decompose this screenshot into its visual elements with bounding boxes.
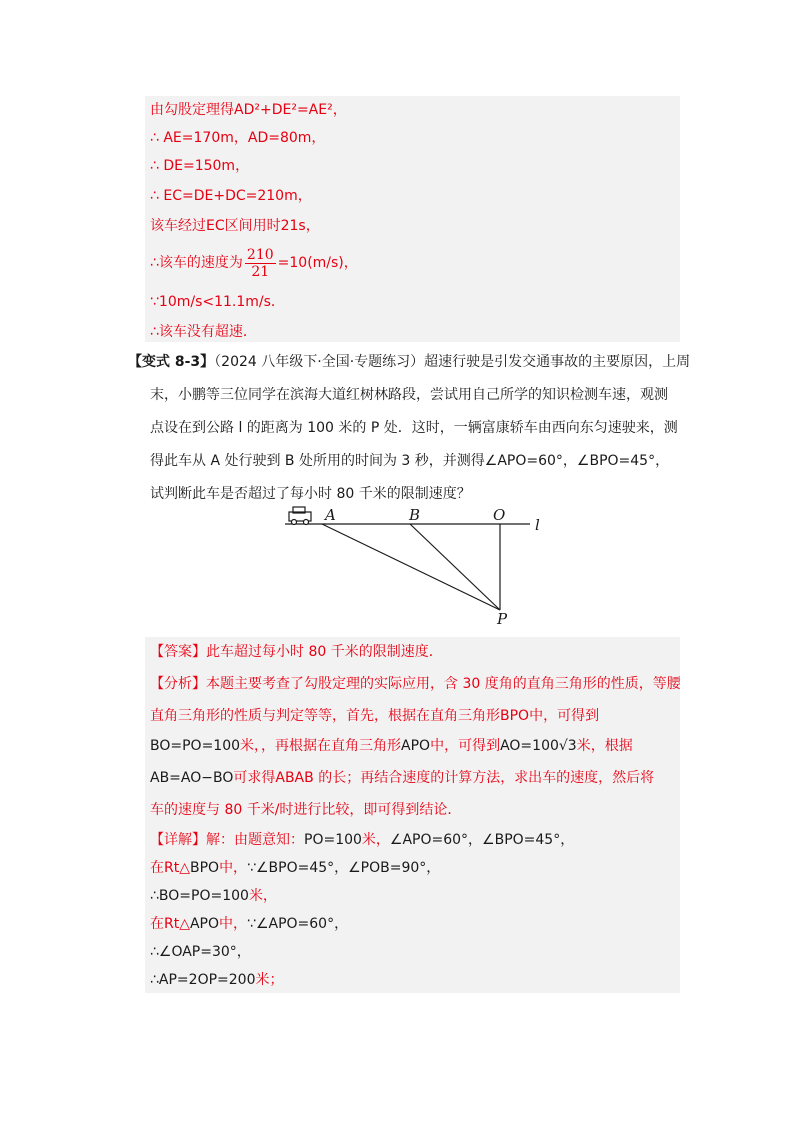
detail-rt-1: 在Rt△ — [150, 860, 190, 876]
analysis-text-3b: 中，可得到 — [430, 738, 501, 754]
analysis-line-5: 车的速度与 80 千米/时进行比较，即可得到结论． — [150, 802, 462, 818]
analysis-text-3a: 米，，再根据在直角三角形 — [240, 738, 402, 754]
detail-eq-1b: ∠APO=60°，∠BPO=45°， — [389, 832, 575, 848]
detail-line-3 — [150, 886, 277, 906]
prev-line-3: ∴ DE=150m， — [150, 158, 250, 174]
speed-fraction — [245, 247, 276, 280]
fraction-denominator: 21 — [251, 263, 270, 280]
prev-line-2: ∴ AE=170m，AD=80m， — [150, 130, 326, 146]
prev-line-4: ∴ EC=DE+DC=210m， — [150, 188, 312, 204]
answer-line — [150, 642, 443, 662]
label-l: l — [535, 516, 540, 534]
detail-zhong-2: 中， — [219, 916, 248, 932]
answer-text: 此车超过每小时 80 千米的限制速度． — [206, 644, 443, 660]
analysis-label: 【分析】 — [150, 676, 206, 692]
detail-line-1 — [150, 830, 574, 850]
prev-line-5: 该车经过EC区间用时21s， — [150, 218, 320, 234]
speed-result: =10(m/s)， — [277, 255, 358, 271]
fraction-numerator: 210 — [246, 246, 274, 263]
detail-zhong-1: 中， — [219, 860, 248, 876]
detail-eq-4: ∵∠APO=60°， — [247, 916, 349, 932]
detail-line-6 — [150, 970, 283, 990]
problem-text-a: 超速行驶是引发交通事故的主要原因，上周 — [424, 354, 691, 370]
detail-unit-3: 米， — [248, 888, 277, 904]
problem-line-2: 末，小鹏等三位同学在滨海大道红树林路段，尝试用自己所学的知识检测车速，观测 — [150, 387, 668, 403]
problem-statement — [128, 346, 691, 511]
analysis-line-3 — [150, 736, 633, 756]
analysis-line-4 — [150, 768, 654, 788]
analysis-eq-2: APO — [401, 738, 431, 754]
answer-label: 【答案】 — [150, 644, 206, 660]
label-O: O — [493, 506, 506, 524]
analysis-text-4: 可求得ABAB 的长；再结合速度的计算方法，求出车的速度，然后将 — [233, 770, 655, 786]
problem-line-5: 试判断此车是否超过了每小时 80 千米的限制速度？ — [150, 486, 471, 502]
detail-line-2 — [150, 858, 440, 878]
prev-line-7: ∵10m/s<11.1m/s． — [150, 294, 285, 310]
detail-label: 【详解】 — [150, 832, 206, 848]
speed-label: ∴该车的速度为 — [150, 255, 243, 271]
analysis-text-1: 本题主要考查了勾股定理的实际应用，含 30 度角的直角三角形的性质，等腰 — [206, 676, 681, 692]
problem-source: （2024 八年级下·全国·专题练习） — [214, 354, 425, 370]
detail-tri-1: BPO — [189, 860, 220, 876]
detail-line-5: ∴∠OAP=30°， — [150, 944, 251, 960]
segment-AP — [322, 524, 500, 610]
analysis-text-3c: 米，根据 — [576, 738, 633, 754]
detail-eq-6: ∴AP=2OP=200 — [150, 972, 256, 988]
analysis-eq-4: AB=AO−BO — [150, 770, 234, 786]
analysis-line-2: 直角三角形的性质与判定等等，首先，根据在直角三角形BPO中，可得到 — [150, 708, 600, 724]
label-A: A — [325, 506, 336, 524]
detail-eq-1: PO=100 — [304, 832, 362, 848]
detail-eq-2: ∵∠BPO=45°，∠POB=90°， — [247, 860, 441, 876]
sqrt3: √3 — [558, 738, 577, 754]
detail-unit-6: 米； — [255, 972, 284, 988]
detail-eq-3: ∴BO=PO=100 — [150, 888, 249, 904]
detail-text-1: 解：由题意知： — [206, 832, 304, 848]
prev-line-8: ∴该车没有超速． — [150, 324, 257, 340]
problem-line-4: 得此车从 A 处行驶到 B 处所用的时间为 3 秒，并测得∠APO=60°，∠BPO=45°， — [150, 453, 670, 469]
car-icon — [289, 507, 311, 525]
label-B: B — [409, 506, 421, 524]
prev-line-6 — [150, 246, 358, 280]
label-P: P — [497, 610, 508, 628]
problem-line-1 — [128, 346, 691, 379]
detail-unit-1: 米， — [361, 832, 390, 848]
analysis-eq-1: BO=PO=100 — [150, 738, 241, 754]
detail-rt-2: 在Rt△ — [150, 916, 190, 932]
analysis-eq-3: AO=100 — [500, 738, 559, 754]
prev-line-1: 由勾股定理得AD²+DE²=AE²， — [150, 102, 347, 118]
detail-tri-2: APO — [189, 916, 220, 932]
segment-BP — [410, 524, 500, 610]
analysis-line-1 — [150, 674, 681, 694]
problem-tag: 【变式 8-3】 — [128, 354, 215, 370]
problem-line-3: 点设在到公路 l 的距离为 100 米的 P 处．这时，一辆富康轿车由西向东匀速驶来，测 — [150, 420, 678, 436]
geometry-figure — [0, 500, 800, 630]
detail-line-4 — [150, 914, 348, 934]
